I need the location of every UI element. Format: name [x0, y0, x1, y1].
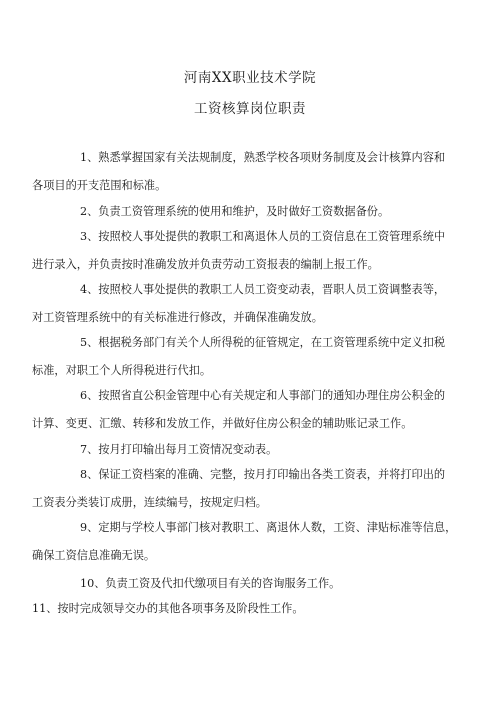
duty-item-3 — [32, 223, 472, 279]
duty-item-line: 对工资管理系统中的有关标准进行修改，并确保准确发放。 — [32, 311, 323, 324]
duty-item-line: 2、负责工资管理系统的使用和维护，及时做好工资数据备份。 — [80, 205, 390, 218]
duty-item-line: 4、按照校人事处提供的教职工人员工资变动表，晋职人员工资调整表等， — [80, 283, 446, 296]
duty-item-line: 标准，对职工个人所得税进行代扣。 — [32, 364, 212, 377]
duty-item-line: 8、保证工资档案的准确、完整，按月打印输出各类工资表，并将打印出的 — [80, 468, 446, 481]
duty-item-2 — [32, 198, 472, 226]
duty-item-line: 10、负责工资及代扣代缴项目有关的咨询服务工作。 — [80, 577, 341, 590]
duty-item-line: 确保工资信息准确无误。 — [32, 549, 156, 562]
duty-item-line: 7、按月打印输出每月工资情况变动表。 — [80, 443, 278, 456]
duty-item-10 — [32, 570, 472, 598]
document-subtitle: 工资核算岗位职责 — [194, 101, 306, 117]
duty-item-line: 工资表分类装订成册，连续编号，按规定归档。 — [32, 496, 267, 509]
duty-item-11 — [32, 595, 472, 623]
duty-item-7 — [32, 436, 472, 464]
duty-item-line: 9、定期与学校人事部门核对教职工、离退休人数，工资、津贴标准等信息， — [80, 521, 457, 534]
duty-item-line: 计算、变更、汇缴、转移和发放工作，并做好住房公积金的辅助账记录工作。 — [32, 417, 413, 430]
duty-item-6 — [32, 382, 472, 438]
duty-item-4 — [32, 276, 472, 332]
duty-item-9 — [32, 514, 472, 570]
duty-item-line: 11、按时完成领导交办的其他各项事务及阶段性工作。 — [32, 602, 304, 615]
duty-item-line: 3、按照校人事处提供的教职工和离退休人员的工资信息在工资管理系统中 — [80, 230, 446, 243]
duty-item-line: 进行录入，并负责按时准确发放并负责劳动工资报表的编制上报工作。 — [32, 258, 379, 271]
duty-item-line: 各项目的开支范围和标准。 — [32, 179, 167, 192]
duty-item-1 — [32, 144, 472, 200]
document-title: 河南XX职业技术学院 — [183, 70, 317, 86]
duty-item-line: 5、根据税务部门有关个人所得税的征管规定，在工资管理系统中定义扣税 — [80, 336, 446, 349]
duty-item-8 — [32, 461, 472, 517]
duty-item-line: 1、熟悉掌握国家有关法规制度，熟悉学校各项财务制度及会计核算内容和 — [80, 151, 446, 164]
duty-item-line: 6、按照省直公积金管理中心有关规定和人事部门的通知办理住房公积金的 — [80, 389, 446, 402]
duty-item-5 — [32, 329, 472, 385]
